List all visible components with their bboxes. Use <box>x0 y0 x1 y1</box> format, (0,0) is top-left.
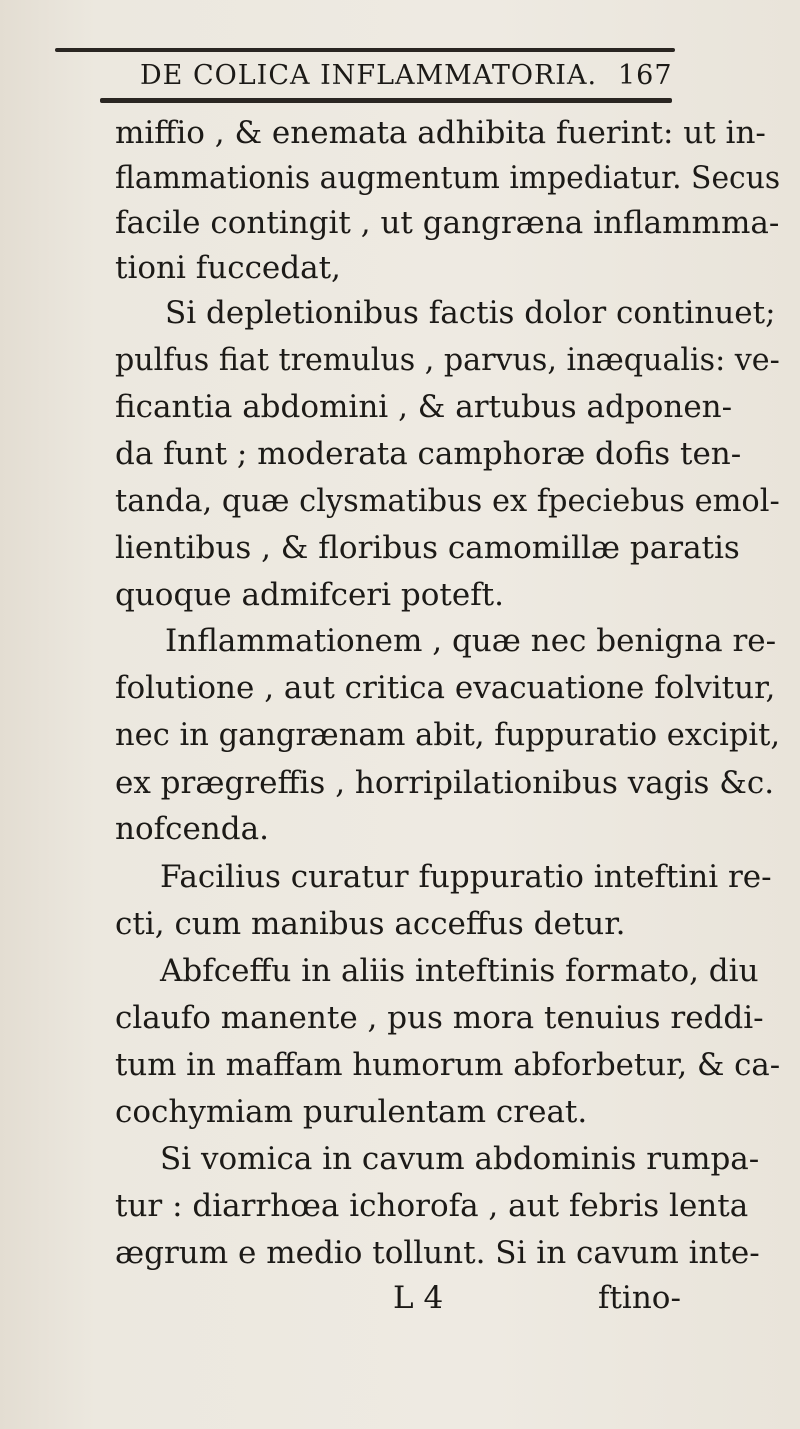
text-line: lientibus , & floribus camomillæ paratis <box>115 530 740 566</box>
header-rule-bottom <box>100 98 672 103</box>
text-line: facile contingit , ut gangræna inflammma- <box>115 205 780 241</box>
text-line: tioni fuccedat, <box>115 250 341 286</box>
text-line: pulfus fiat tremulus , parvus, inæqualis: ve- <box>115 342 780 378</box>
catchword: ftino- <box>598 1280 681 1316</box>
text-line: nofcenda. <box>115 811 269 847</box>
text-line: claufo manente , pus mora tenuius reddi- <box>115 1000 764 1036</box>
page-number: 167 <box>618 60 673 91</box>
text-line: tur : diarrhœa ichorofa , aut febris lenta <box>115 1188 749 1224</box>
text-line: folutione , aut critica evacuatione folvitur, <box>115 670 776 706</box>
text-line: nec in gangrænam abit, fuppuratio excipit, <box>115 717 781 753</box>
text-line: ægrum e medio tollunt. Si in cavum inte- <box>115 1235 760 1271</box>
text-line: ficantia abdomini , & artubus adponen- <box>115 389 733 425</box>
text-line: quoque admifceri poteft. <box>115 577 504 613</box>
text-line: Si vomica in cavum abdominis rumpa- <box>160 1141 760 1177</box>
text-line: miffio , & enemata adhibita fuerint: ut in- <box>115 115 766 151</box>
text-line: cti, cum manibus acceffus detur. <box>115 906 626 942</box>
text-line: Facilius curatur fuppuratio inteftini re- <box>160 859 772 895</box>
text-line: ex prægreffis , horripilationibus vagis &c. <box>115 765 775 801</box>
signature-mark: L 4 <box>393 1280 444 1316</box>
running-title: DE COLICA INFLAMMATORIA. <box>140 60 598 91</box>
text-line: cochymiam purulentam creat. <box>115 1094 588 1130</box>
running-header <box>100 60 680 96</box>
text-line: tanda, quæ clysmatibus ex fpeciebus emol- <box>115 483 780 519</box>
text-line: Si depletionibus factis dolor continuet; <box>165 295 776 331</box>
text-line: da funt ; moderata camphoræ dofis ten- <box>115 436 742 472</box>
text-line: tum in maffam humorum abforbetur, & ca- <box>115 1047 781 1083</box>
header-rule-top <box>55 48 675 52</box>
text-line: Inflammationem , quæ nec benigna re- <box>165 623 777 659</box>
text-line: Abfceffu in aliis inteftinis formato, diu <box>160 953 759 989</box>
text-line: flammationis augmentum impediatur. Secus <box>115 160 781 196</box>
